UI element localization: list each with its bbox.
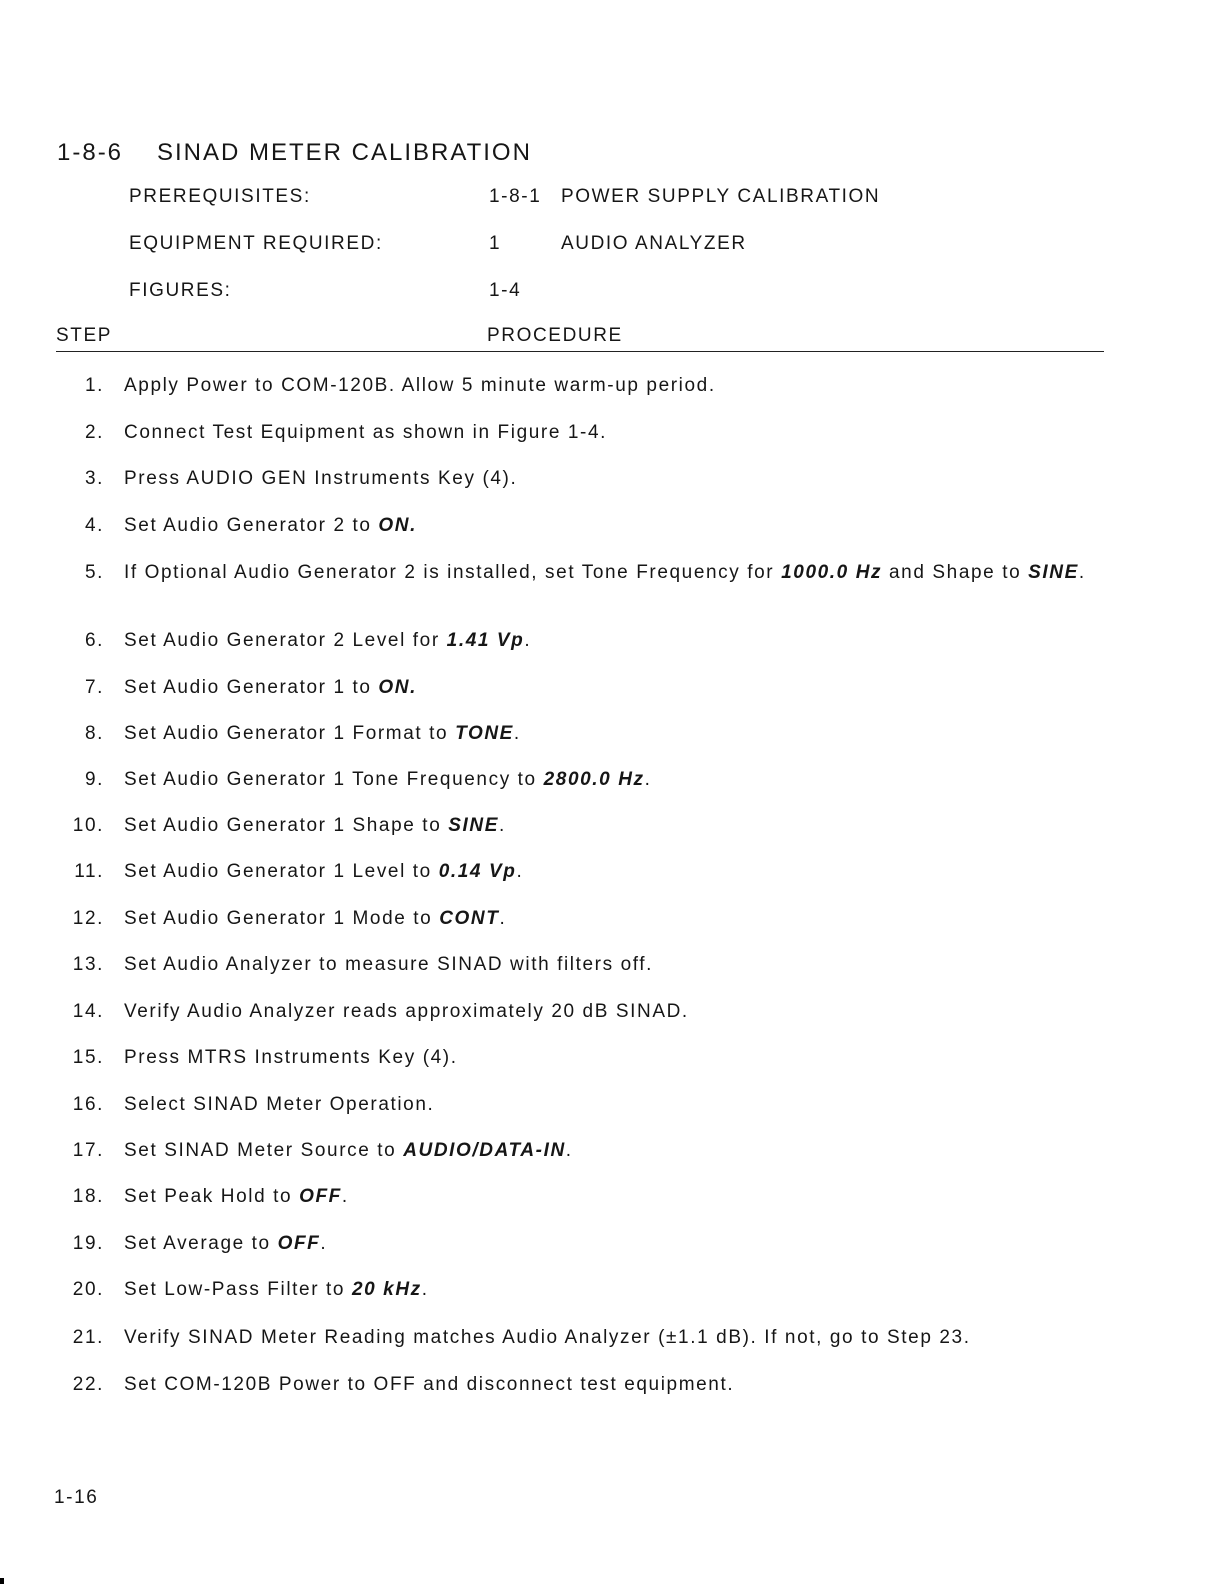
step-text-run: Set Low-Pass Filter to — [124, 1279, 352, 1300]
step-value-emphasis: CONT — [439, 908, 500, 929]
step-value-emphasis: OFF — [277, 1233, 321, 1254]
step-number: 17. — [72, 1140, 104, 1161]
section-title: SINAD METER CALIBRATION — [157, 139, 532, 166]
step-number: 5. — [84, 562, 104, 583]
step-number: 22. — [72, 1374, 104, 1395]
step-column-header: STEP — [56, 325, 113, 346]
equipment-value — [489, 233, 747, 255]
step-text — [124, 1047, 1114, 1069]
step-number: 16. — [72, 1094, 104, 1115]
step-text — [124, 769, 1114, 791]
step-text — [124, 1279, 1114, 1301]
prerequisites-value — [489, 186, 880, 208]
step-text-run: Set Audio Generator 1 Mode to — [124, 908, 440, 929]
step-text-run: Set SINAD Meter Source to — [124, 1140, 404, 1161]
step-text-run: . — [1078, 562, 1086, 583]
prerequisites-label: PREREQUISITES: — [129, 186, 311, 207]
figures-value: 1-4 — [489, 280, 522, 301]
step-text-run: Set Peak Hold to — [124, 1186, 300, 1207]
step-number: 13. — [72, 954, 104, 975]
step-text — [124, 1186, 1114, 1208]
prerequisites-text: POWER SUPPLY CALIBRATION — [561, 186, 881, 207]
header-divider — [56, 351, 1104, 352]
step-text-run: Set Audio Generator 2 to — [124, 515, 379, 536]
step-text — [124, 1001, 1114, 1023]
step-text-run: Set Audio Generator 1 Level to — [124, 861, 439, 882]
step-text-run: Set Audio Analyzer to measure SINAD with filters off. — [124, 954, 654, 975]
step-number: 7. — [84, 677, 104, 698]
step-number: 10. — [72, 815, 104, 836]
step-text — [124, 1233, 1114, 1255]
step-text-run: Set Average to — [124, 1233, 278, 1254]
step-text — [124, 1094, 1114, 1116]
step-value-emphasis: OFF — [299, 1186, 342, 1207]
step-value-emphasis: TONE — [455, 723, 514, 744]
step-text-run: Press AUDIO GEN Instruments Key (4). — [124, 468, 518, 489]
step-number: 12. — [72, 908, 104, 929]
step-number: 9. — [84, 769, 104, 790]
step-text-run: Set COM-120B Power to OFF and disconnect test equipment. — [124, 1374, 735, 1395]
step-text-run: Set Audio Generator 1 to — [124, 677, 379, 698]
step-number: 14. — [72, 1001, 104, 1022]
step-number: 21. — [72, 1327, 104, 1348]
step-text-run: . — [516, 861, 524, 882]
step-text — [124, 908, 1114, 930]
step-text-run: Press MTRS Instruments Key (4). — [124, 1047, 458, 1068]
step-text-run: . — [499, 815, 506, 836]
step-text-run: Set Audio Generator 2 Level for — [124, 630, 447, 651]
procedure-column-header: PROCEDURE — [487, 325, 623, 346]
step-value-emphasis: SINE — [448, 815, 499, 836]
step-number: 1. — [84, 375, 104, 396]
step-number: 11. — [74, 861, 104, 882]
equipment-qty: 1 — [489, 233, 502, 254]
step-text — [124, 815, 1114, 837]
step-text — [124, 861, 1114, 883]
step-text — [124, 515, 1114, 537]
step-value-emphasis: ON. — [378, 677, 418, 698]
step-text-run: and Shape to — [882, 562, 1029, 583]
step-value-emphasis: 20 kHz — [351, 1279, 422, 1300]
step-text-run: . — [644, 769, 652, 790]
step-value-emphasis: 1.41 Vp — [446, 630, 525, 651]
step-text-run: Set Audio Generator 1 Format to — [124, 723, 456, 744]
step-number: 18. — [72, 1186, 104, 1207]
section-number: 1-8-6 — [57, 139, 124, 166]
step-text — [124, 630, 1114, 652]
step-number: 3. — [84, 468, 104, 489]
step-text — [124, 562, 1114, 584]
step-text — [124, 723, 1114, 745]
page-number: 1-16 — [54, 1487, 99, 1508]
step-text-run: . — [341, 1186, 349, 1207]
step-text — [124, 422, 1114, 444]
step-text-run: If Optional Audio Generator 2 is installed, set Tone Frequency for — [124, 562, 782, 583]
step-text — [124, 1327, 1114, 1349]
step-text-run: . — [320, 1233, 328, 1254]
step-text-run: . — [499, 908, 507, 929]
step-text — [124, 468, 1114, 490]
step-text — [124, 1374, 1114, 1396]
step-value-emphasis: 2800.0 Hz — [543, 769, 645, 790]
step-value-emphasis: AUDIO/DATA-IN — [403, 1140, 566, 1161]
step-value-emphasis: ON. — [378, 515, 418, 536]
step-text-run: Verify Audio Analyzer reads approximately 20 dB SINAD. — [124, 1001, 689, 1022]
step-number: 19. — [72, 1233, 104, 1254]
step-text — [124, 1140, 1114, 1162]
equipment-label: EQUIPMENT REQUIRED: — [129, 233, 383, 254]
step-number: 6. — [84, 630, 104, 651]
step-text — [124, 375, 1114, 397]
step-text-run: . — [524, 630, 532, 651]
prerequisites-code: 1-8-1 — [489, 186, 542, 207]
step-value-emphasis: SINE — [1028, 562, 1079, 583]
step-text-run: Select SINAD Meter Operation. — [124, 1094, 435, 1115]
step-number: 8. — [84, 723, 104, 744]
step-number: 2. — [84, 422, 104, 443]
step-text-run: Verify SINAD Meter Reading matches Audio Analyzer (±1.1 dB). If not, go to Step 23. — [124, 1327, 971, 1348]
step-number: 20. — [72, 1279, 104, 1300]
equipment-text: AUDIO ANALYZER — [561, 233, 747, 254]
step-number: 15. — [72, 1047, 104, 1068]
step-text-run: Connect Test Equipment as shown in Figure 1-4. — [124, 422, 608, 443]
step-value-emphasis: 1000.0 Hz — [781, 562, 883, 583]
step-text-run: . — [565, 1140, 573, 1161]
step-text-run: . — [421, 1279, 429, 1300]
scan-edge-mark — [0, 1578, 4, 1584]
section-heading — [57, 139, 532, 167]
step-value-emphasis: 0.14 Vp — [438, 861, 517, 882]
step-number: 4. — [84, 515, 104, 536]
step-text-run: Set Audio Generator 1 Tone Frequency to — [124, 769, 544, 790]
step-text-run: Apply Power to COM-120B. Allow 5 minute warm-up period. — [124, 375, 716, 396]
step-text — [124, 677, 1114, 699]
figures-label: FIGURES: — [129, 280, 232, 301]
step-text-run: Set Audio Generator 1 Shape to — [124, 815, 449, 836]
step-text-run: . — [513, 723, 521, 744]
step-text — [124, 954, 1114, 976]
